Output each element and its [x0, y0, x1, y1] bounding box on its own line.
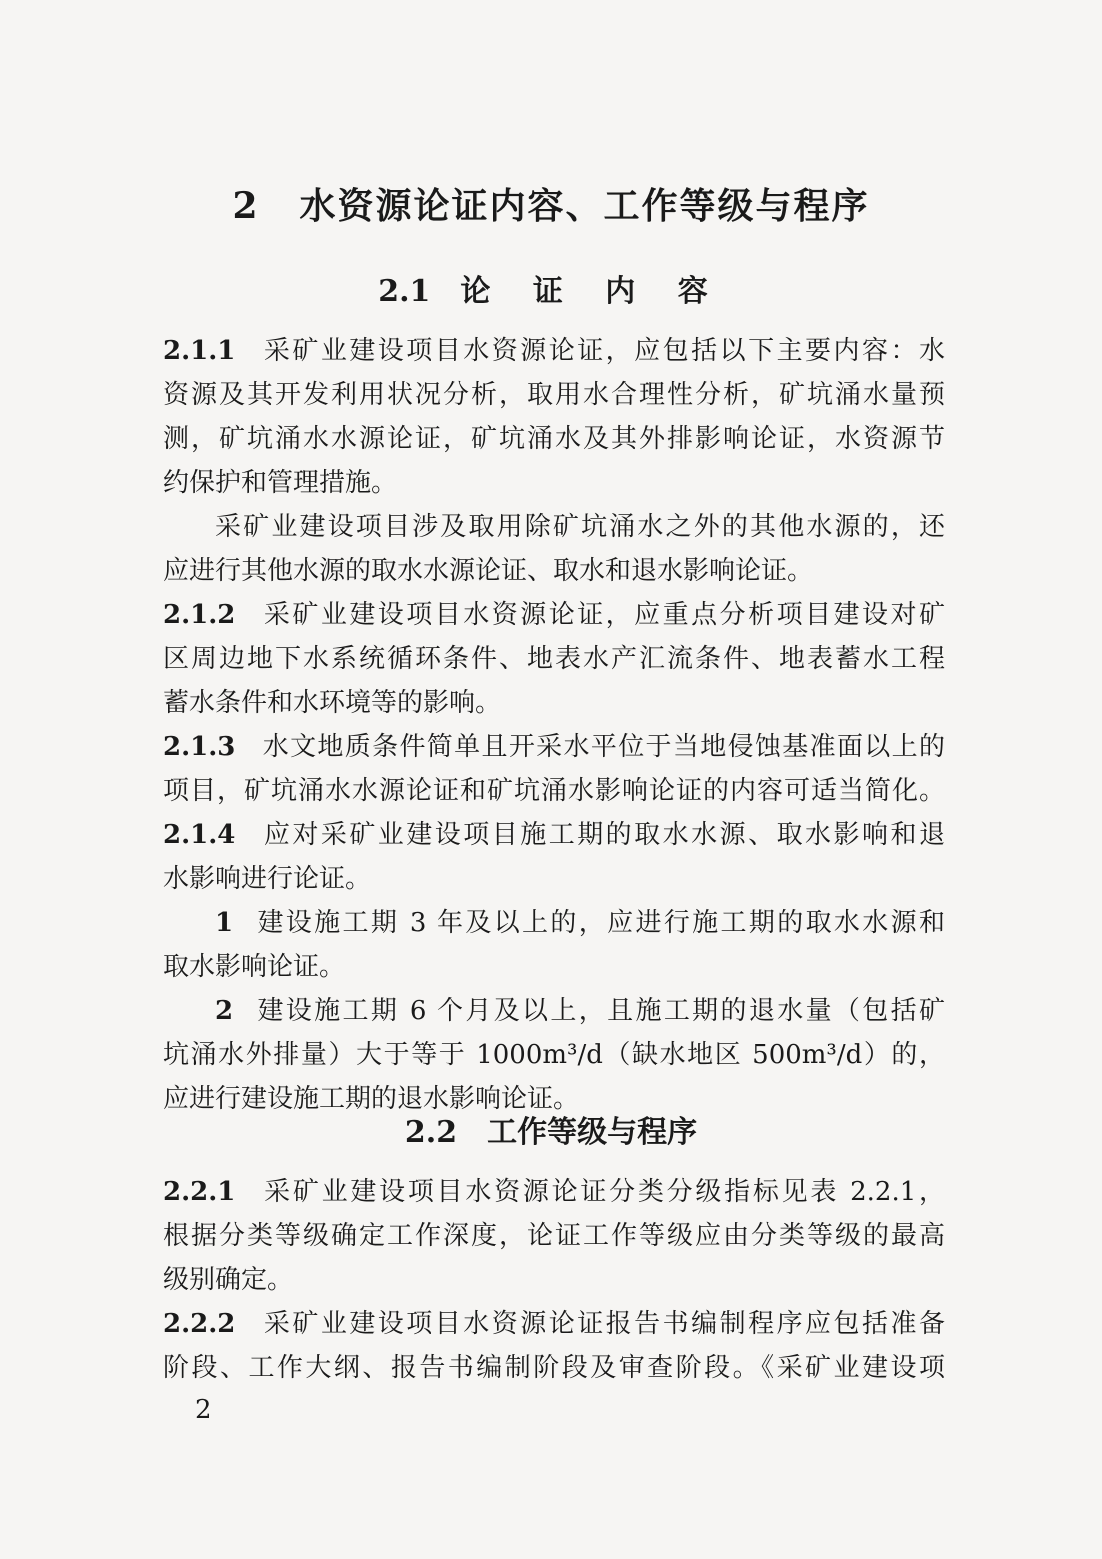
- clause-number: 2.1.1: [163, 336, 236, 366]
- clause-2-1-3-line: [163, 725, 945, 769]
- clause-2-1-2-line: [163, 593, 945, 637]
- paragraph-line: 约保护和管理措施。: [163, 468, 398, 498]
- clause-2-1-1-line: [163, 329, 945, 373]
- clause-number: 2.1.2: [163, 600, 236, 630]
- clause-number: 2.2.1: [163, 1177, 236, 1207]
- line-text: 采矿业建设项目水资源论证，应包括以下主要内容：水: [261, 336, 945, 366]
- clause-2-1-4-line: [163, 813, 945, 857]
- clause-2-2-2-line: [163, 1302, 945, 1346]
- paragraph-line: 项目，矿坑涌水水源论证和矿坑涌水影响论证的内容可适当简化。: [163, 776, 945, 806]
- chapter-title-text: 水资源论证内容、工作等级与程序: [299, 186, 870, 227]
- chapter-title: [0, 178, 1102, 229]
- paragraph-line: 坑涌水外排量）大于等于 1000m³/d（缺水地区 500m³/d）的，: [163, 1040, 945, 1070]
- paragraph-line: 应进行建设施工期的退水影响论证。: [163, 1084, 580, 1114]
- paragraph-line: 蓄水条件和水环境等的影响。: [163, 688, 502, 718]
- section-title-2-2: [0, 1107, 1102, 1151]
- line-text: 建设施工期 6 个月及以上，且施工期的退水量（包括矿: [255, 996, 945, 1026]
- item-number: 2: [215, 996, 234, 1026]
- list-item-1-line: [215, 901, 945, 945]
- paragraph-line: 采矿业建设项目涉及取用除矿坑涌水之外的其他水源的，还: [215, 512, 945, 542]
- paragraph-line: 水影响进行论证。: [163, 864, 372, 894]
- line-text: 应对采矿业建设项目施工期的取水水源、取水影响和退: [261, 820, 945, 850]
- paragraph-line: 区周边地下水系统循环条件、地表水产汇流条件、地表蓄水工程: [163, 644, 945, 674]
- clause-number: 2.1.3: [163, 732, 236, 762]
- paragraph-line: 资源及其开发利用状况分析，取用水合理性分析，矿坑涌水量预: [163, 380, 945, 410]
- paragraph-line: 测，矿坑涌水水源论证，矿坑涌水及其外排影响论证，水资源节: [163, 424, 945, 454]
- section-title-text: 论 证 内 容: [460, 274, 724, 309]
- clause-number: 2.1.4: [163, 820, 236, 850]
- item-number: 1: [215, 908, 234, 938]
- line-text: 采矿业建设项目水资源论证，应重点分析项目建设对矿: [261, 600, 945, 630]
- paragraph-line: 级别确定。: [163, 1265, 294, 1295]
- line-text: 水文地质条件简单且开采水平位于当地侵蚀基准面以上的: [261, 732, 945, 762]
- section-number: 2.1: [378, 274, 431, 309]
- chapter-number: 2: [232, 185, 260, 227]
- clause-2-2-1-line: [163, 1170, 945, 1214]
- line-text: 采矿业建设项目水资源论证分类分级指标见表 2.2.1，: [261, 1177, 945, 1207]
- paragraph-line: 阶段、工作大纲、报告书编制阶段及审查阶段。《采矿业建设项: [163, 1353, 945, 1383]
- line-text: 建设施工期 3 年及以上的，应进行施工期的取水水源和: [255, 908, 945, 938]
- section-title-2-1: [0, 266, 1102, 310]
- section-number: 2.2: [404, 1115, 458, 1150]
- page-number: 2: [195, 1395, 212, 1425]
- paragraph-line: 应进行其他水源的取水水源论证、取水和退水影响论证。: [163, 556, 814, 586]
- clause-number: 2.2.2: [163, 1309, 236, 1339]
- list-item-2-line: [215, 989, 945, 1033]
- paragraph-line: 取水影响论证。: [163, 952, 346, 982]
- paragraph-line: 根据分类等级确定工作深度，论证工作等级应由分类等级的最高: [163, 1221, 945, 1251]
- section-title-text: 工作等级与程序: [487, 1115, 698, 1150]
- line-text: 采矿业建设项目水资源论证报告书编制程序应包括准备: [261, 1309, 945, 1339]
